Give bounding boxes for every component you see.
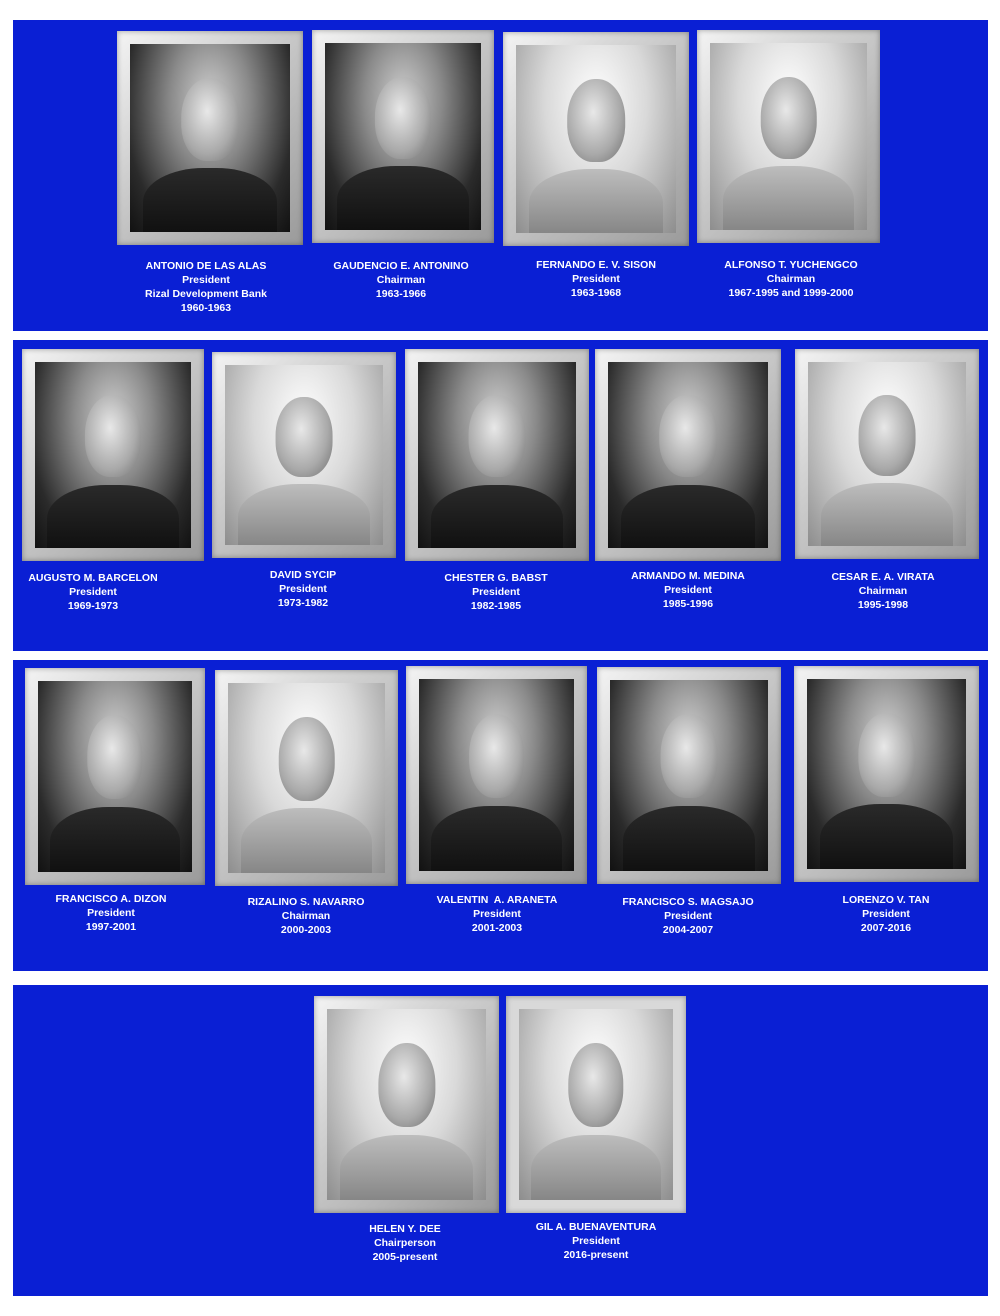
person-years: 1963-1968 [570, 287, 622, 299]
caption-chester-babst [396, 571, 596, 613]
person-name: RIZALINO S. NAVARRO [247, 896, 365, 908]
portrait-alfonso-yuchengco [697, 30, 880, 243]
caption-valentin-araneta [397, 893, 597, 935]
portrait-francisco-dizon [25, 668, 205, 885]
person-years: 1982-1985 [470, 600, 522, 612]
person-years: 1969-1973 [67, 600, 119, 612]
person-years: 1995-1998 [857, 599, 909, 611]
person-title: President [473, 908, 521, 920]
person-name: GAUDENCIO E. ANTONINO [333, 260, 469, 272]
person-title: Chairman [858, 585, 908, 597]
portrait-helen-dee [314, 996, 499, 1213]
portrait-lorenzo-tan [794, 666, 979, 882]
person-name: FRANCISCO S. MAGSAJO [622, 896, 754, 908]
person-years: 2007-2016 [860, 922, 912, 934]
person-title: President [664, 910, 712, 922]
person-title: President [664, 584, 712, 596]
photo [519, 1009, 673, 1200]
person-name: LORENZO V. TAN [842, 894, 930, 906]
portrait-cesar-virata [795, 349, 979, 559]
photo [808, 362, 966, 546]
person-title: President [87, 907, 135, 919]
photo [516, 45, 676, 233]
person-years: 1985-1996 [662, 598, 714, 610]
person-name: VALENTIN A. ARANETA [436, 894, 558, 906]
person-title: President [472, 586, 520, 598]
photo [419, 679, 574, 871]
photo [327, 1009, 486, 1200]
person-title: President [572, 1235, 620, 1247]
person-years: 2000-2003 [280, 924, 332, 936]
person-name: CESAR E. A. VIRATA [831, 571, 935, 583]
photo [228, 683, 385, 873]
person-years: 2005-present [372, 1251, 438, 1263]
person-name: GIL A. BUENAVENTURA [535, 1221, 657, 1233]
person-title: President [69, 586, 117, 598]
caption-armando-medina [588, 569, 788, 611]
portrait-rizalino-navarro [215, 670, 398, 886]
person-years: 2001-2003 [471, 922, 523, 934]
caption-gil-buenaventura [496, 1220, 696, 1262]
caption-gaudencio-antonino [301, 259, 501, 301]
photo [418, 362, 576, 548]
person-title: President [182, 274, 230, 286]
portrait-david-sycip [212, 352, 396, 558]
photo [807, 679, 966, 869]
portrait-valentin-araneta [406, 666, 587, 884]
photo [225, 365, 383, 545]
caption-antonio-de-las-alas [106, 259, 306, 315]
caption-lorenzo-tan [786, 893, 986, 935]
person-years: 1967-1995 and 1999-2000 [728, 287, 854, 299]
portrait-chester-babst [405, 349, 589, 561]
caption-francisco-magsajo [588, 895, 788, 937]
caption-augusto-barcelon [0, 571, 193, 613]
person-years: 2016-present [563, 1249, 629, 1261]
caption-cesar-virata [783, 570, 983, 612]
person-name: HELEN Y. DEE [369, 1223, 441, 1235]
caption-francisco-dizon [11, 892, 211, 934]
photo [325, 43, 481, 230]
person-title: Chairman [281, 910, 331, 922]
person-name: AUGUSTO M. BARCELON [28, 572, 158, 584]
person-name: CHESTER G. BABST [444, 572, 548, 584]
person-title: Chairman [376, 274, 426, 286]
portrait-antonio-de-las-alas [117, 31, 303, 245]
person-org: Rizal Development Bank [145, 288, 267, 300]
person-name: DAVID SYCIP [269, 569, 337, 581]
person-name: ALFONSO T. YUCHENGCO [724, 259, 858, 271]
person-name: ANTONIO DE LAS ALAS [145, 260, 267, 272]
person-title: Chairman [766, 273, 816, 285]
caption-helen-dee [305, 1222, 505, 1264]
person-title: President [279, 583, 327, 595]
person-name: ARMANDO M. MEDINA [631, 570, 745, 582]
photo [38, 681, 192, 872]
portrait-gaudencio-antonino [312, 30, 494, 243]
person-years: 2004-2007 [662, 924, 714, 936]
caption-david-sycip [203, 568, 403, 610]
caption-fernando-sison [496, 258, 696, 300]
caption-rizalino-navarro [206, 895, 406, 937]
portrait-armando-medina [595, 349, 781, 561]
person-title: Chairperson [374, 1237, 436, 1249]
portrait-fernando-sison [503, 32, 689, 246]
person-years: 1963-1966 [375, 288, 427, 300]
person-name: FERNANDO E. V. SISON [536, 259, 656, 271]
portrait-gil-buenaventura [506, 996, 686, 1213]
photo [35, 362, 191, 548]
portrait-francisco-magsajo [597, 667, 781, 884]
person-title: President [862, 908, 910, 920]
photo [130, 44, 290, 232]
photo [608, 362, 768, 548]
person-years: 1973-1982 [277, 597, 329, 609]
portrait-augusto-barcelon [22, 349, 204, 561]
person-title: President [572, 273, 620, 285]
person-years: 1997-2001 [85, 921, 137, 933]
photo [710, 43, 867, 230]
person-years: 1960-1963 [180, 302, 232, 314]
person-name: FRANCISCO A. DIZON [55, 893, 167, 905]
caption-alfonso-yuchengco [691, 258, 891, 300]
photo [610, 680, 768, 871]
